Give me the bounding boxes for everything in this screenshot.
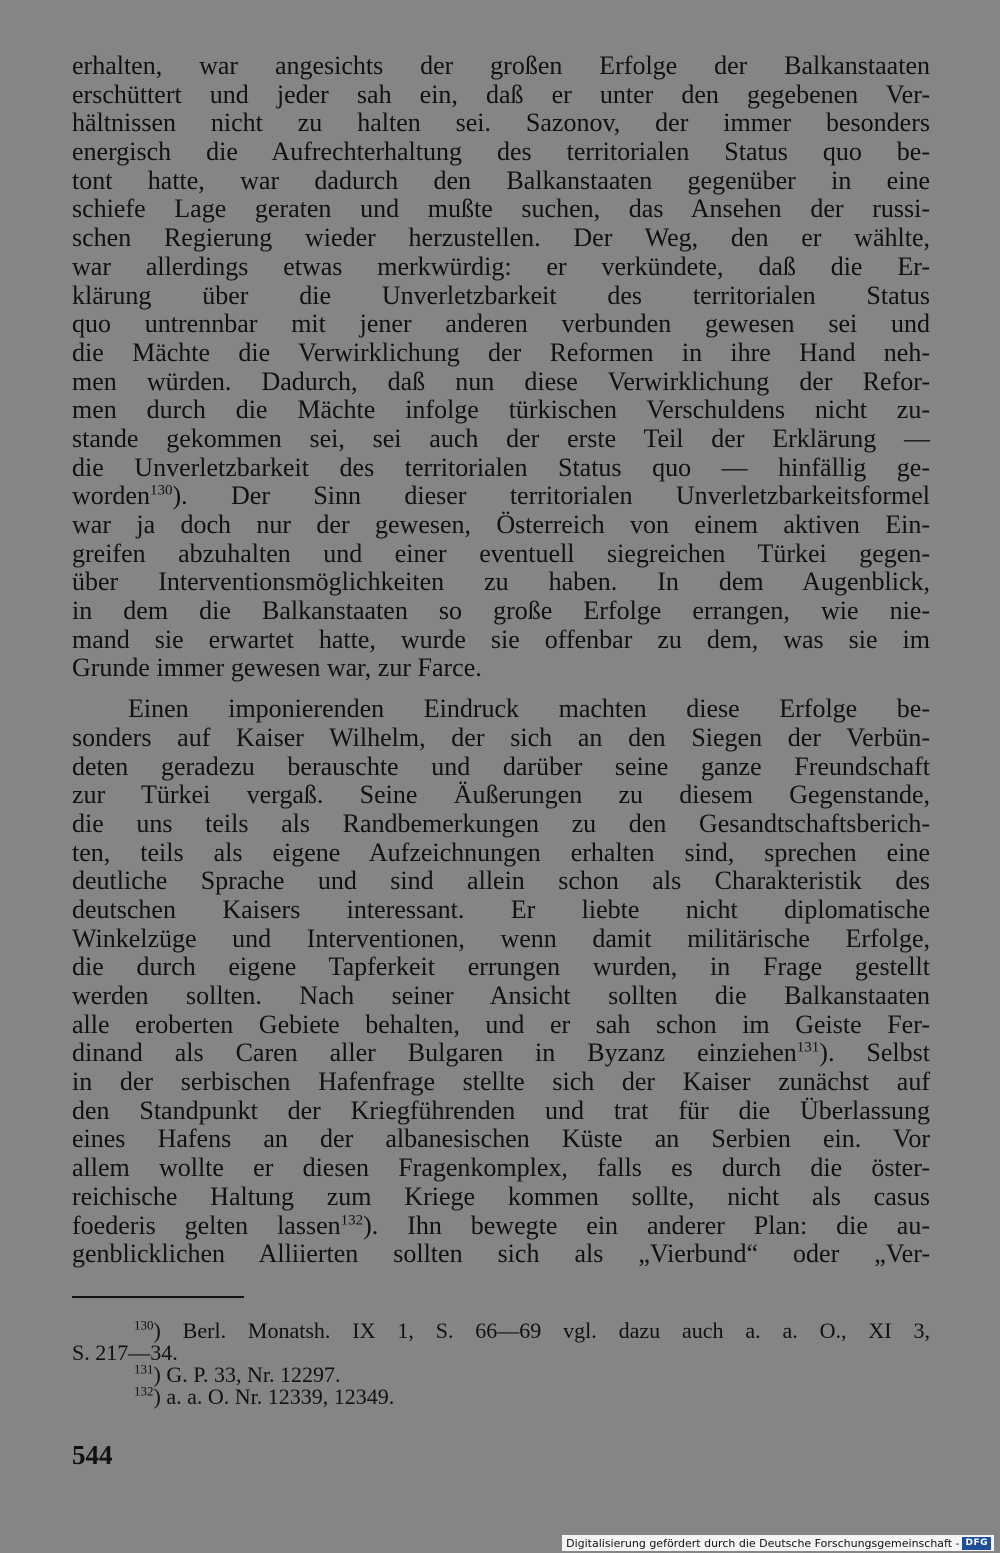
text-line: alle eroberten Gebiete behalten, und er sah schon im Geiste Fer- <box>72 1010 930 1039</box>
text-line: mand sie erwartet hatte, wurde sie offenbar zu dem, was sie im <box>72 625 930 654</box>
text-fragment: ). Selbst <box>819 1039 930 1068</box>
text-line: energisch die Aufrechterhaltung des territorialen Status quo be- <box>72 138 930 167</box>
text-line: deutliche Sprache und sind allein schon als Charakteristik des <box>72 867 930 896</box>
text-fragment: dinand als Caren aller Bulgaren in Byzanz einziehen <box>72 1039 797 1068</box>
text-fragment: foederis gelten lassen <box>72 1211 341 1240</box>
text-line: war ja doch nur der gewesen, Österreich von einem aktiven Ein- <box>72 511 930 539</box>
footnote-131 <box>72 1361 930 1387</box>
text-line: deten geradezu berauschte und darüber seine ganze Freundschaft <box>72 752 930 781</box>
text-line: Grunde immer gewesen war, zur Farce. <box>72 654 482 683</box>
text-line: Einen imponierenden Eindruck machten diese Erfolge be- <box>128 695 930 724</box>
text-line: erhalten, war angesichts der großen Erfolge der Balkanstaaten <box>72 52 930 80</box>
text-line: Winkelzüge und Interventionen, wenn damit militärische Erfolge, <box>72 924 930 953</box>
text-line: zur Türkei vergaß. Seine Äußerungen zu diesem Gegenstande, <box>72 781 930 810</box>
paragraph-1 <box>72 52 930 683</box>
credit-text: Digitalisierung gefördert durch die Deutsche Forschungsgemeinschaft - <box>566 1536 960 1550</box>
text-line: über Interventionsmöglichkeiten zu haben. In dem Augenblick, <box>72 568 930 597</box>
text-line: war allerdings etwas merkwürdig: er verkündete, daß die Er- <box>72 252 930 281</box>
text-line: genblicklichen Alliierten sollten sich als „Vierbund“ oder „Ver- <box>72 1240 930 1269</box>
text-line: deutschen Kaisers interessant. Er liebte nicht diplomatische <box>72 895 930 924</box>
footnote-marker: 132 <box>134 1383 154 1399</box>
dfg-logo: DFG <box>962 1537 991 1550</box>
footnote-divider <box>72 1296 244 1298</box>
page-number: 544 <box>72 1440 113 1470</box>
text-line: hältnissen nicht zu halten sei. Sazonov, der immer besonders <box>72 109 930 138</box>
text-line: men durch die Mächte infolge türkischen Verschuldens nicht zu- <box>72 396 930 425</box>
footnote-marker: 130 <box>134 1317 154 1333</box>
text-line: die uns teils als Randbemerkungen zu den Gesandtschaftsberich- <box>72 809 930 838</box>
text-line: men würden. Dadurch, daß nun diese Verwirklichung der Refor- <box>72 367 930 396</box>
footnote-reference: 130 <box>149 482 173 499</box>
text-line: quo untrennbar mit jener anderen verbunden gewesen sei und <box>72 310 930 339</box>
text-line: werden sollten. Nach seiner Ansicht sollten die Balkanstaaten <box>72 982 930 1010</box>
text-line: klärung über die Unverletzbarkeit des territorialen Status <box>72 281 930 310</box>
text-line: die durch eigene Tapferkeit errungen wurden, in Frage gestellt <box>72 953 930 982</box>
page-body <box>72 52 930 1269</box>
text-line: sonders auf Kaiser Wilhelm, der sich an den Siegen der Verbün- <box>72 723 930 752</box>
text-line: stande gekommen sei, sei auch der erste Teil der Erklärung — <box>72 424 930 453</box>
footnote-marker: 131 <box>134 1361 154 1377</box>
text-line: den Standpunkt der Kriegführenden und trat für die Überlassung <box>72 1096 930 1125</box>
footnote-reference: 131 <box>796 1039 820 1056</box>
text-line-with-footnote-ref <box>72 482 930 511</box>
footnote-text: ) a. a. O. Nr. 12339, 12349. <box>153 1384 395 1409</box>
footnote-reference: 132 <box>340 1211 364 1228</box>
text-line: in der serbischen Hafenfrage stellte sich der Kaiser zunächst auf <box>72 1068 930 1097</box>
footnote-text: ) Berl. Monatsh. IX 1, S. 66—69 vgl. dazu auch a. a. O., XI 3, <box>153 1318 930 1343</box>
text-line: greifen abzuhalten und einer eventuell siegreichen Türkei gegen- <box>72 539 930 568</box>
digitization-credit <box>562 1535 994 1551</box>
footnote-130 <box>72 1317 930 1343</box>
text-fragment: ). Ihn bewegte ein anderer Plan: die au- <box>363 1211 930 1240</box>
text-line: ten, teils als eigene Aufzeichnungen erhalten sind, sprechen eine <box>72 838 930 867</box>
text-line: schen Regierung wieder herzustellen. Der Weg, den er wählte, <box>72 224 930 253</box>
text-line: tont hatte, war dadurch den Balkanstaaten gegenüber in eine <box>72 166 930 195</box>
text-line: schiefe Lage geraten und mußte suchen, das Ansehen der russi- <box>72 195 930 224</box>
paragraph-2 <box>72 695 930 1269</box>
text-line: die Mächte die Verwirklichung der Reformen in ihre Hand neh- <box>72 338 930 367</box>
text-line: reichische Haltung zum Kriege kommen sollte, nicht als casus <box>72 1182 930 1211</box>
text-line: eines Hafens an der albanesischen Küste an Serbien ein. Vor <box>72 1125 930 1154</box>
footnote-text: ) G. P. 33, Nr. 12297. <box>153 1362 341 1387</box>
text-line: die Unverletzbarkeit des territorialen Status quo — hinfällig ge- <box>72 453 930 482</box>
text-line-with-footnote-ref <box>72 1212 930 1241</box>
text-fragment: worden <box>72 482 150 511</box>
footnotes <box>72 1317 930 1409</box>
footnote-132 <box>72 1383 930 1409</box>
text-line: in dem die Balkanstaaten so große Erfolge errangen, wie nie- <box>72 597 930 626</box>
text-line: erschüttert und jeder sah ein, daß er unter den gegebenen Ver- <box>72 80 930 109</box>
text-line-with-footnote-ref <box>72 1039 930 1068</box>
text-line: allem wollte er diesen Fragenkomplex, falls es durch die öster- <box>72 1154 930 1183</box>
text-fragment: ). Der Sinn dieser territorialen Unverletzbarkeitsformel <box>172 482 930 511</box>
footnote-130-continuation: S. 217—34. <box>72 1340 178 1365</box>
